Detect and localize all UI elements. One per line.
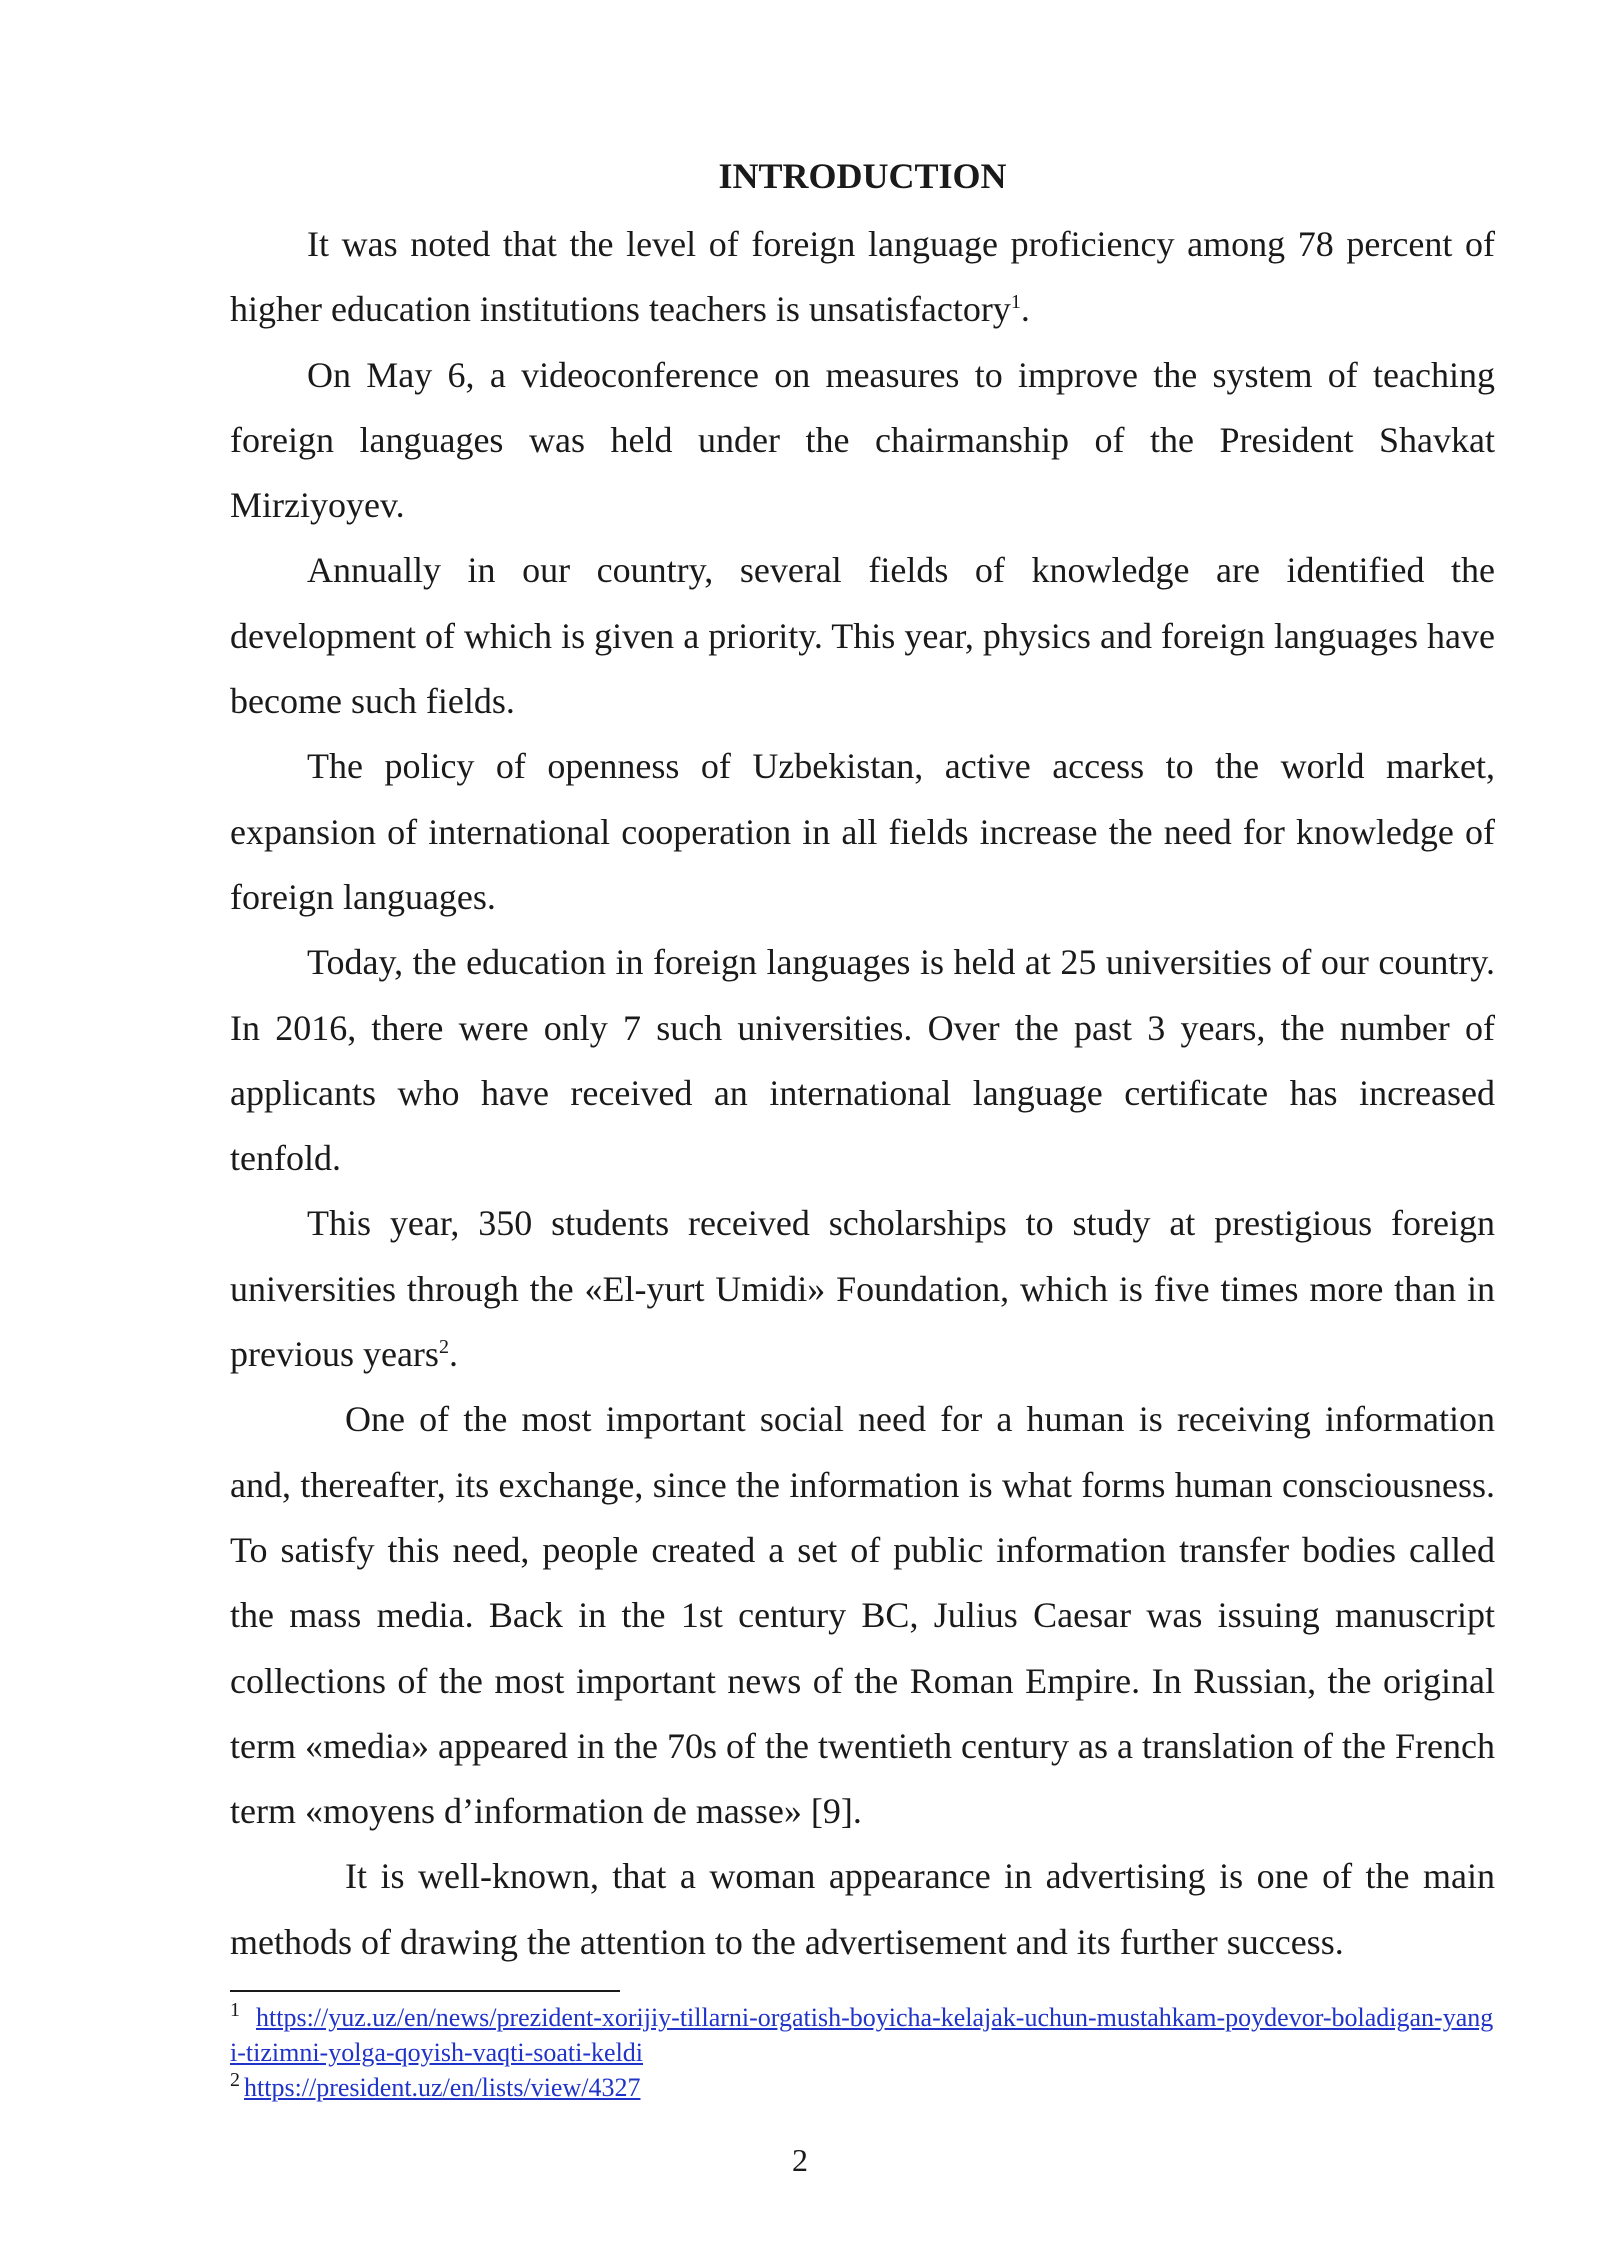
paragraph-1: [230, 212, 1495, 343]
footnote-2: [230, 2070, 1495, 2105]
paragraph-1-end: .: [1020, 289, 1030, 330]
footnote-ref-1[interactable]: 1: [1010, 291, 1021, 314]
footnote-2-link[interactable]: https://president.uz/en/lists/view/4327: [244, 2073, 641, 2102]
paragraph-8: It is well-known, that a woman appearance in advertising is one of the main methods of drawing the attention to the advertisement and its further success.: [230, 1856, 1495, 1962]
footnote-2-number: 2: [230, 2069, 240, 2092]
footnote-1-number: 1: [230, 1999, 240, 2022]
paragraph-1-text: It was noted that the level of foreign language proficiency among 78 percent of higher education institutions teachers is unsatisfactory: [230, 224, 1495, 330]
paragraph-5: Today, the education in foreign languages is held at 25 universities of our country. In 2016, there were only 7 such universities. Over the past 3 years, the number of applicants who have received an international language certificate has increased tenfold.: [230, 942, 1495, 1179]
paragraph-6-text: This year, 350 students received scholarships to study at prestigious foreign universities through the «El-yurt Umidi» Foundation, which is five times more than in previous years: [230, 1203, 1495, 1375]
page-number: 2: [792, 2142, 808, 2178]
body-text: [230, 212, 1495, 1975]
paragraph-7: One of the most important social need for a human is receiving information and, thereafter, its exchange, since the information is what forms human consciousness. To satisfy this need, people created a set of public information transfer bodies called the mass media. Back in the 1st century BC, Julius Caesar was issuing manuscript collections of the most important news of the Roman Empire. In Russian, the original term «media» appeared in the 70s of the twentieth century as a translation of the French term «moyens d’information de masse» [9].: [230, 1399, 1495, 1832]
footnote-separator: [230, 1990, 620, 1992]
footnote-ref-2[interactable]: 2: [438, 1336, 449, 1359]
paragraph-3: Annually in our country, several fields of knowledge are identified the development of which is given a priority. This year, physics and foreign languages have become such fields.: [230, 550, 1495, 722]
paragraph-2: On May 6, a videoconference on measures to improve the system of teaching foreign languages was held under the chairmanship of the President Shavkat Mirziyoyev.: [230, 354, 1495, 526]
paragraph-6: [230, 1191, 1495, 1387]
paragraph-6-end: .: [448, 1334, 458, 1375]
paragraph-4: The policy of openness of Uzbekistan, active access to the world market, expansion of international cooperation in all fields increase the need for knowledge of foreign languages.: [230, 746, 1495, 917]
footnote-1-link[interactable]: https://yuz.uz/en/news/prezident-xorijiy-tillarni-orgatish-boyicha-kelajak-uchun-mustahkam-poydevor-boladigan-yangi-tizimni-yolga-qoyish-vaqti-soati-keldi: [230, 2003, 1494, 2067]
section-heading: INTRODUCTION: [718, 156, 1007, 196]
footnotes: [230, 2000, 1495, 2105]
footnote-1: [230, 2000, 1495, 2070]
